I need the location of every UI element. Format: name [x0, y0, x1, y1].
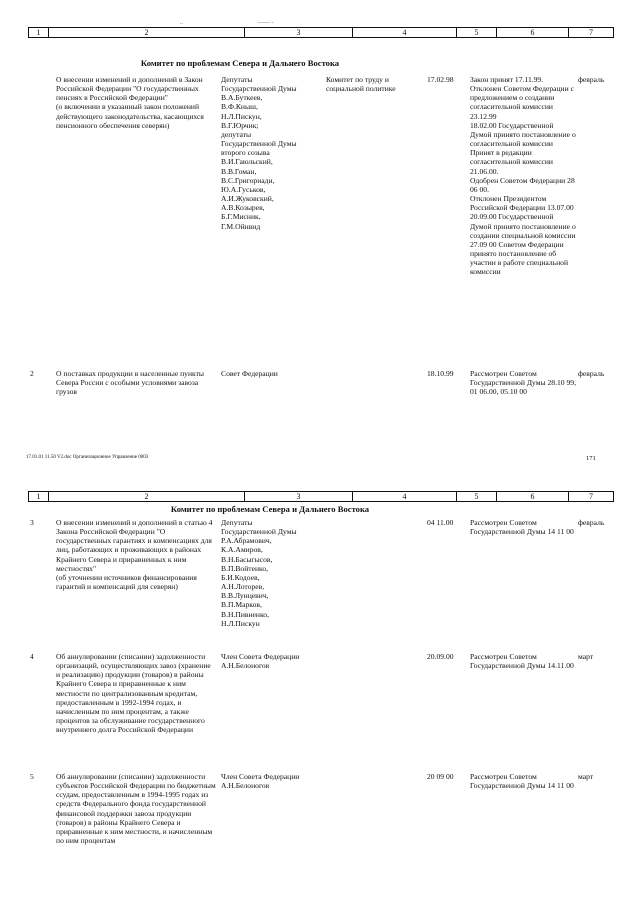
bill-authors: Совет Федерации: [221, 369, 278, 378]
column-number-row: [28, 27, 614, 38]
section-heading: Комитет по проблемам Севера и Дальнего Востока: [170, 504, 370, 514]
page-footer: 17.01.01 11.50 V2.doc Организационное Управление 0003: [26, 455, 149, 460]
bill-status: Рассмотрен Советом Государственной Думы 14.11.00: [470, 652, 574, 671]
bill-title: О внесении изменений и дополнений в статью 4 Закона Российской Федерации "О государственных гарантиях и компенсациях для лиц, работающих и проживающих в районах Крайнего Севера и приравненных к ним местностях" (об уточнении источников финансирования гарантий и компенсаций для северян): [56, 518, 213, 592]
bill-status: Рассмотрен Советом Государственной Думы 14 11 00: [470, 772, 574, 791]
column-number: 6: [497, 492, 569, 501]
bill-title: О поставках продукции в населенные пункты Севера России с особыми условиями завоза грузов: [56, 369, 205, 397]
bill-status: Рассмотрен Советом Государственной Думы 14 11 00: [470, 518, 574, 537]
planned-month: февраль: [578, 75, 605, 84]
column-number: 1: [29, 492, 49, 501]
bill-authors: Депутаты Государственной Думы Р.А.Абрамович, К.А.Амиров, В.Н.Басыгысов, В.П.Войтенко, Б.И.Кодоев, А.Н.Лоторев, В.В.Лунцевич, В.П.Марков, В.Н.Пивненко, Н.Л.Пискун: [221, 518, 297, 628]
submission-date: 18.10.99: [427, 369, 454, 378]
row-number: 4: [30, 652, 34, 661]
scan-mark: ..: [180, 20, 183, 26]
row-number: 3: [30, 518, 34, 527]
column-number: 3: [245, 28, 353, 37]
column-number: 5: [457, 492, 497, 501]
column-number: 1: [29, 28, 49, 37]
section-heading: Комитет по проблемам Севера и Дальнего Востока: [140, 58, 340, 68]
bill-title: Об аннулировании (списании) задолженности организаций, осуществляющих завоз (хранение и реализацию) продукции (товаров) в районы Крайнего Севера и приравненные к ним местности по централизованным кредитам, предоставленным в 1992-1994 годах, и начисленным по ним процентам, а также процентов за обслуживание государственного внутреннего долга Российской Федерации: [56, 652, 211, 735]
submission-date: 20 09 00: [427, 772, 454, 781]
planned-month: март: [578, 652, 594, 661]
scan-mark: —— -: [258, 20, 274, 26]
column-number: 4: [353, 28, 457, 37]
column-number: 7: [589, 492, 593, 501]
bill-status: Закон принят 17.11.99. Отклонен Советом Федерации с предложением о создании согласительной комиссии 23.12.99 18.02.00 Государственной Думой принято постановление о согласительной комиссии Принят в редакции согласительной комиссии 21.06.00. Одобрен Советом Федерации 28 06 00. Отклонен Президентом Российской Федерации 13.07.00 20.09.00 Государственной Думой принято постановление о создании специальной комиссии 27.09 00 Советом Федерации принято постановление об участии в работе специальной комиссии: [470, 75, 576, 277]
bill-title: Об аннулировании (списании) задолженности субъектов Российской Федерации по бюджетным ссудам, предоставленным в 1994-1995 годах из средств Федерального фонда государственной финансовой поддержки завоза продукции (товаров) в районы Крайнего Севера и приравненные к ним местности, и начисленным по ним процентам: [56, 772, 216, 846]
column-number: 3: [245, 492, 353, 501]
planned-month: март: [578, 772, 594, 781]
page-number: 171: [586, 455, 596, 462]
submission-date: 20.09.00: [427, 652, 454, 661]
bill-authors: Депутаты Государственной Думы В.А.Буткеев, В.Ф.Кныш, Н.Л.Пискун, В.Г.Юрчик; депутаты Государственной Думы второго созыва В.И.Гаюльский, В.В.Гоман, В.С.Григориади, Ю.А.Гуськов, А.И.Жуковский, А.В.Козырев, Б.Г.Мисник, Г.М.Ойнвид: [221, 75, 297, 231]
column-number: 6: [497, 28, 569, 37]
column-number: 2: [49, 492, 245, 501]
column-number: 7: [589, 28, 593, 37]
submission-date: 17.02.98: [427, 75, 454, 84]
column-number-row: [28, 491, 614, 502]
bill-title: О внесении изменений и дополнений в Закон Российской Федерации "О государственных пенсиях в Российской Федерации" (о включении в указанный закон положений действующего законодательства, касающихся пенсионного обеспечения северян): [56, 75, 204, 130]
row-number: 2: [30, 369, 34, 378]
responsible-committee: Комитет по труду и социальной политике: [326, 75, 396, 94]
bill-status: Рассмотрен Советом Государственной Думы 28.10 99, 01 06.00, 05.10 00: [470, 369, 576, 397]
column-number: 2: [49, 28, 245, 37]
column-number: 5: [457, 28, 497, 37]
planned-month: февраль: [578, 369, 605, 378]
bill-authors: Член Совета Федерации А.Н.Белоногов: [221, 652, 300, 671]
bill-authors: Член Совета Федерации А.Н.Белоногов: [221, 772, 300, 791]
submission-date: 04 11.00: [427, 518, 454, 527]
planned-month: февраль: [578, 518, 605, 527]
column-number: 4: [353, 492, 457, 501]
row-number: 5: [30, 772, 34, 781]
